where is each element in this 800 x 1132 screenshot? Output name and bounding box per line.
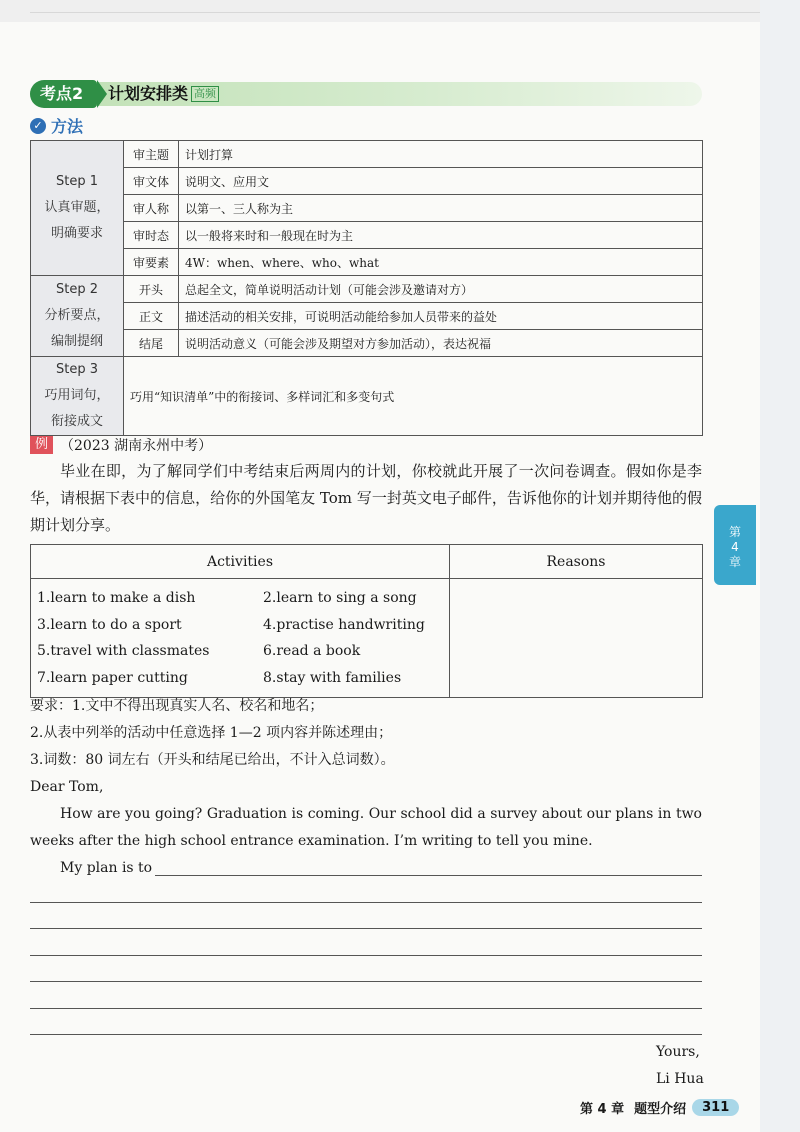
chapter-side-tab: 第 4 章 bbox=[714, 505, 756, 585]
frequency-tag: 高频 bbox=[191, 86, 219, 102]
section-badge: 考点2 bbox=[30, 80, 97, 108]
page-edge bbox=[760, 0, 800, 1132]
requirement: 要求：1.文中不得出现真实人名、校名和地名； bbox=[30, 698, 324, 714]
writing-line[interactable] bbox=[30, 928, 702, 929]
letter-signature: Li Hua bbox=[656, 1071, 704, 1087]
writing-line[interactable] bbox=[30, 1034, 702, 1035]
list-item: 4.practise handwriting bbox=[263, 616, 425, 633]
table-row-label: 审时态 bbox=[124, 222, 179, 249]
list-item: 7.learn paper cutting bbox=[37, 669, 188, 686]
table-row-label: 结尾 bbox=[124, 330, 179, 357]
list-item: 3.learn to do a sport bbox=[37, 616, 182, 633]
method-table bbox=[30, 140, 703, 436]
activities-cell bbox=[31, 579, 450, 698]
list-item: 2.learn to sing a song bbox=[263, 590, 417, 606]
list-item: 1.learn to make a dish bbox=[37, 590, 196, 606]
table-row-value: 计划打算 bbox=[179, 141, 703, 168]
writing-line[interactable] bbox=[30, 1008, 702, 1009]
step-2-cell: Step 2 分析要点， 编制提纲 bbox=[31, 276, 124, 357]
example-prompt: 毕业在即，为了解同学们中考结束后两周内的计划，你校就此开展了一次问卷调查。假如你是李华，请根据下表中的信息，给你的外国笔友 Tom 写一封英文电子邮件，告诉他你的计划并期待他的假期计划分享。 bbox=[30, 462, 702, 534]
page-number: 311 bbox=[692, 1099, 739, 1116]
requirement: 2.从表中列举的活动中任意选择 1—2 项内容并陈述理由； bbox=[30, 725, 393, 741]
step-1-cell: Step 1 认真审题， 明确要求 bbox=[31, 141, 124, 276]
table-row-label: 审要素 bbox=[124, 249, 179, 276]
top-band bbox=[0, 0, 800, 22]
table-row-value: 以一般将来时和一般现在时为主 bbox=[179, 222, 703, 249]
footer-title: 题型介绍 bbox=[634, 1102, 687, 1117]
letter-start: My plan is to bbox=[60, 860, 153, 876]
table-row-label: 审文体 bbox=[124, 168, 179, 195]
requirement: 3.词数：80 词左右（开头和结尾已给出，不计入总词数）。 bbox=[30, 752, 395, 768]
method-label: 方法 bbox=[51, 117, 84, 136]
reasons-header: Reasons bbox=[450, 545, 703, 579]
table-row-label: 开头 bbox=[124, 276, 179, 303]
table-row-value: 说明文、应用文 bbox=[179, 168, 703, 195]
section-title: 计划安排类 bbox=[108, 84, 189, 103]
letter-greeting: Dear Tom, bbox=[30, 779, 104, 795]
table-row-label: 审主题 bbox=[124, 141, 179, 168]
writing-line[interactable] bbox=[155, 875, 702, 876]
writing-line[interactable] bbox=[30, 902, 702, 903]
step-3-text: 巧用“知识清单”中的衔接词、多样词汇和多变句式 bbox=[124, 357, 703, 436]
list-item: 6.read a book bbox=[263, 643, 361, 659]
footer-chapter: 第 4 章 bbox=[580, 1102, 625, 1117]
table-row-value: 描述活动的相关安排，可说明活动能给参加人员带来的益处 bbox=[179, 303, 703, 330]
list-item: 5.travel with classmates bbox=[37, 643, 210, 659]
table-row-value: 4W：when、where、who、what bbox=[179, 249, 703, 276]
table-row-label: 审人称 bbox=[124, 195, 179, 222]
writing-line[interactable] bbox=[30, 955, 702, 956]
table-row-value: 说明活动意义（可能会涉及期望对方参加活动），表达祝福 bbox=[179, 330, 703, 357]
list-item: 8.stay with families bbox=[263, 669, 402, 686]
example-badge: 例 bbox=[30, 436, 53, 454]
activity-table bbox=[30, 544, 703, 698]
table-row-value: 以第一、三人称为主 bbox=[179, 195, 703, 222]
letter-closing: Yours, bbox=[656, 1044, 700, 1060]
method-heading bbox=[30, 114, 83, 137]
writing-line[interactable] bbox=[30, 981, 702, 982]
reasons-cell bbox=[450, 579, 703, 698]
page-footer bbox=[580, 1098, 739, 1117]
table-row-label: 正文 bbox=[124, 303, 179, 330]
example-source: （2023 湖南永州中考） bbox=[60, 438, 213, 454]
step-3-cell: Step 3 巧用词句， 衔接成文 bbox=[31, 357, 124, 436]
letter-body: How are you going? Graduation is coming. Our school did a survey about our plans in two weeks after the high school entrance examination. I’m writing to tell you mine. bbox=[30, 806, 702, 849]
activities-header: Activities bbox=[31, 545, 450, 579]
table-row-value: 总起全文，简单说明活动计划（可能会涉及邀请对方） bbox=[179, 276, 703, 303]
check-icon: ✓ bbox=[30, 118, 46, 134]
